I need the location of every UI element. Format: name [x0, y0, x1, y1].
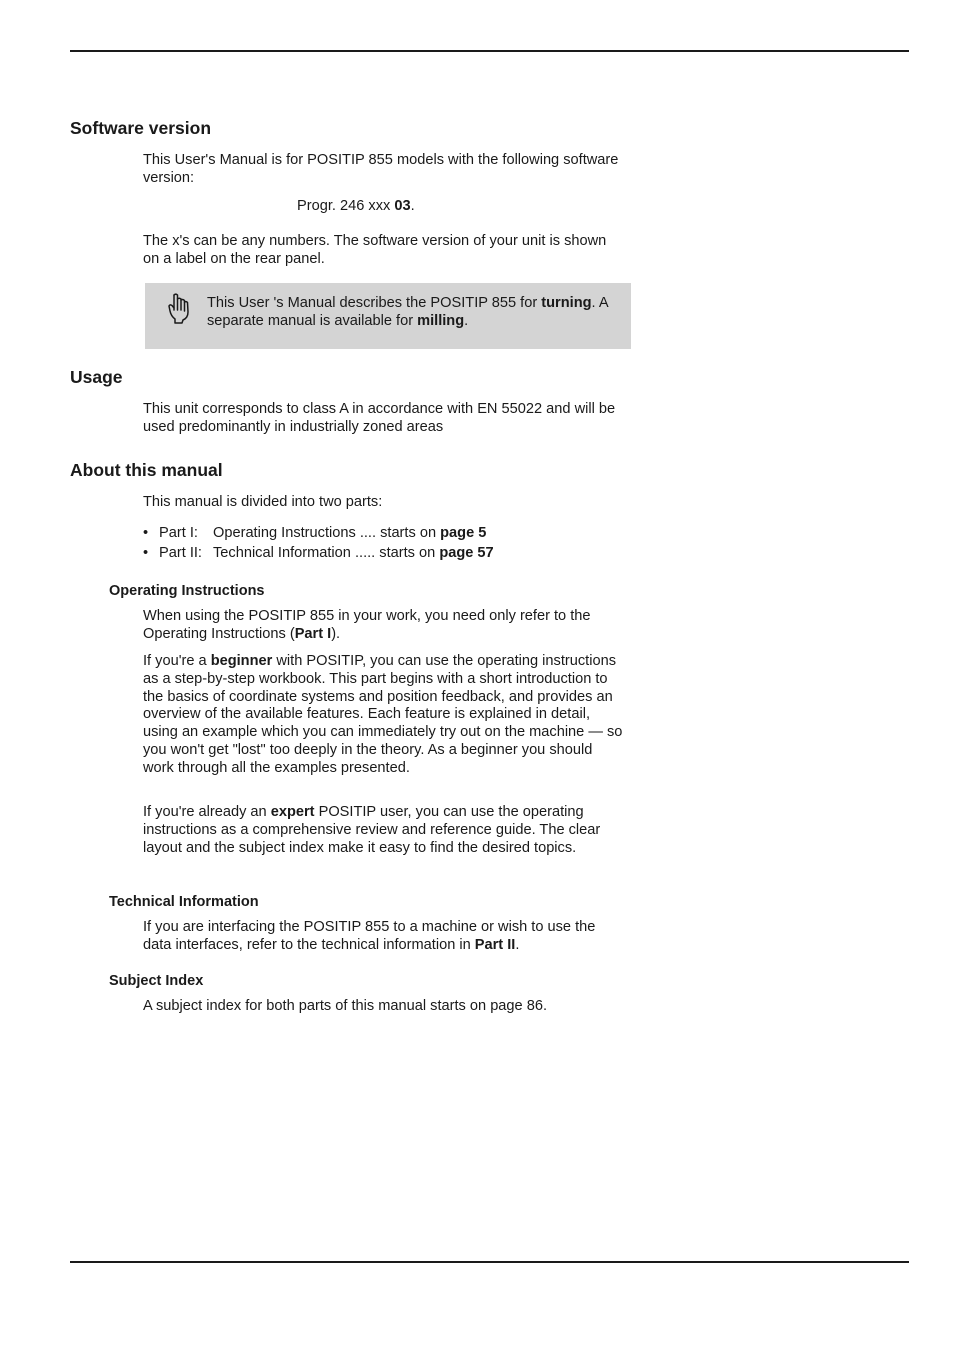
heading-about-manual: About this manual	[70, 460, 223, 480]
list-item: • Part I: Operating Instructions .... starts on page 5	[143, 525, 487, 541]
heading-software-version: Software version	[70, 118, 212, 138]
parts-list	[143, 523, 494, 563]
technical-para: If you are interfacing the POSITIP 855 to a machine or wish to use the data interfaces, refer to the technical information in Part II.	[143, 919, 596, 953]
heading-technical-information: Technical Information	[109, 894, 259, 910]
operating-para-1: When using the POSITIP 855 in your work, you need only refer to the Operating Instructions (Part I).	[143, 608, 591, 642]
heading-subject-index: Subject Index	[109, 973, 204, 989]
usage-text: This unit corresponds to class A in accordance with EN 55022 and will be used predominantly in industrially zoned areas	[143, 401, 616, 435]
operating-para-2: If you're a beginner with POSITIP, you can use the operating instructions as a step-by-step workbook. This part begins with a short introduction to the basics of coordinate systems and position feedback, and provides an overview of the available features. Each feature is explained in detail, using an example which you can immediately try out on the machine — so you won't get "lost" too deeply in the theory. As a beginner you should work through all the examples presented.	[143, 653, 623, 776]
heading-operating-instructions: Operating Instructions	[109, 583, 265, 599]
subject-index-text: A subject index for both parts of this manual starts on page 86.	[143, 998, 547, 1014]
about-intro: This manual is divided into two parts:	[143, 494, 383, 510]
note-text: This User 's Manual describes the POSITIP 855 for turning. A separate manual is available for milling.	[207, 295, 608, 329]
bottom-rule	[70, 1261, 909, 1263]
operating-para-3: If you're already an expert POSITIP user, you can use the operating instructions as a comprehensive review and reference guide. The clear layout and the subject index make it easy to find the desired topics.	[143, 804, 601, 856]
software-intro: This User's Manual is for POSITIP 855 models with the following software version:	[143, 152, 619, 186]
software-label-text: The x's can be any numbers. The software version of your unit is shown on a label on the rear panel.	[143, 233, 607, 267]
list-item: • Part II: Technical Information ..... starts on page 57	[143, 545, 494, 561]
software-progr: Progr. 246 xxx 03.	[297, 198, 415, 214]
heading-usage: Usage	[70, 367, 123, 387]
pointing-hand-icon	[167, 292, 193, 324]
top-rule	[70, 50, 909, 52]
note-box	[145, 283, 631, 349]
